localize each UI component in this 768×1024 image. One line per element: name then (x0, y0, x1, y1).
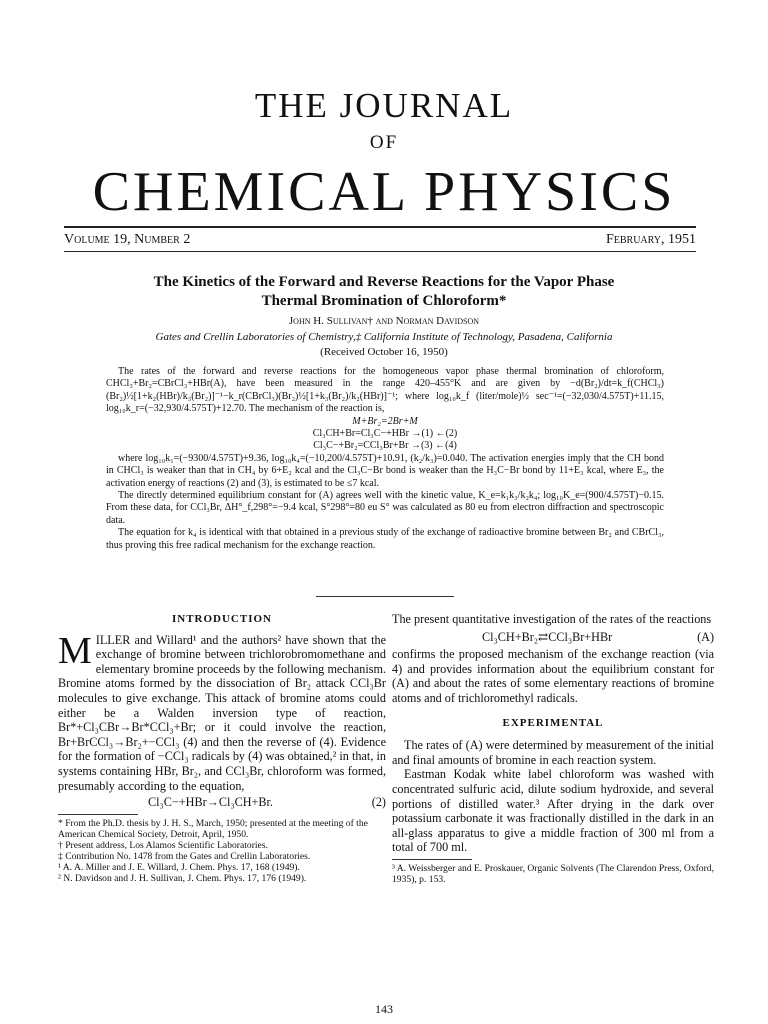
equation-A-number: (A) (697, 629, 714, 644)
article-title-line2: Thermal Bromination of Chloroform* (261, 293, 507, 309)
journal-title-line1: THE JOURNAL (254, 86, 514, 125)
intro-paragraph: ILLER and Willard¹ and the authors² have shown that the exchange of bromine between trichlorobromomethane and elementary bromine proceeds by the following mechanism. Bromine atoms formed by the dissociation of Br₂ attack CCl₃Br molecules to give exchange. This attack of bromine atoms could either be a Walden inversion type of reaction, Br*+Cl₃CBr→Br*CCl₃+Br; or it could involve the reaction, Br+BrCCl₃→Br₂+−CCl₃ (4) and then the reverse of (4). Evidence for the formation of −CCl₃ radicals by (4) was obtained,² in that, in systems containing HBr, Br₂, and CCl₃Br, chloroform was formed, presumably according to the equation, (58, 632, 386, 793)
section-heading-experimental: EXPERIMENTAL (502, 716, 604, 729)
equation-2-expression: Cl₃C−+HBr→Cl₃CH+Br. (148, 795, 273, 810)
right-paragraph: confirms the proposed mechanism of the exchange reaction (via 4) and provides information about the equilibrium constant for (A) and about the rates of some elementary reactions of bromine atoms and of trichloromethyl radicals. (392, 647, 714, 705)
mechanism-eq-2: Cl₃CH+Br=Cl₃C−+HBr →(1) ←(2) (312, 428, 458, 440)
journal-title-line2: OF (369, 132, 399, 153)
section-divider (316, 596, 454, 597)
equation-2-number: (2) (371, 795, 386, 810)
journal-title-line3: CHEMICAL PHYSICS (92, 161, 676, 223)
left-column (58, 612, 386, 884)
page-number: 143 (375, 1002, 393, 1016)
equation-A (392, 630, 714, 645)
footnote-dagger: † Present address, Los Alamos Scientific Laboratories. (58, 839, 268, 851)
volume-number: Volume 19, Number 2 (64, 232, 191, 247)
drop-cap: M (58, 629, 92, 672)
right-paragraph: The rates of (A) were determined by measurement of the initial and final amounts of bromine in each reaction system. (392, 738, 714, 767)
footnotes (58, 818, 386, 884)
abstract-paragraph: The rates of the forward and reverse reactions for the homogeneous vapor phase thermal bromination of chloroform, CHCl₃+Br₂=CBrCl₃+HBr(A), have been measured in the range 420–455°K and are given by −d(Br₂)/dt=k_f(CHCl₃)(Br₂)½[1+k₂(HBr)/k₃(Br₂)]⁻¹−k_r(CBrCl₃)(Br₂)½[1+k₃(Br₂)/k₂(HBr)]⁻¹; where log₁₀k_f (liter/mole)½ sec⁻¹=(−32,030/4.575T)+11.15, log₁₀k_r=(−32,930/4.575T)+12.70. The mechanism of the reaction is, (106, 366, 664, 415)
abstract (106, 366, 664, 552)
mechanism-eq-3: Cl₃C−+Br₂=CCl₃Br+Br →(3) ←(4) (313, 440, 457, 452)
footnote-double-dagger: ‡ Contribution No. 1478 from the Gates and Crellin Laboratories. (58, 850, 311, 862)
abstract-paragraph: The directly determined equilibrium constant for (A) agrees well with the kinetic value, K_e=k₁k₃/k₂k₄; log₁₀K_e=(900/4.575T)−0.15. From these data, for CCl₃Br, ΔH°_f,298°=−9.4 kcal, S°298°=80 eu S° was calculated as 80 eu from electron diffraction and spectroscopic data. (106, 490, 664, 526)
masthead-rule-bottom (64, 251, 696, 252)
equation-2 (58, 795, 386, 810)
article-title (90, 273, 678, 311)
footnote-2: ² N. Davidson and J. H. Sullivan, J. Chem. Phys. 17, 176 (1949). (58, 872, 307, 884)
received-date: (Received October 16, 1950) (320, 346, 448, 358)
article-title-line1: The Kinetics of the Forward and Reverse Reactions for the Vapor Phase (153, 274, 615, 290)
footnote-3: ³ A. Weissberger and E. Proskauer, Organic Solvents (The Clarendon Press, Oxford, 1935), p. 153. (392, 862, 714, 885)
right-column (392, 612, 714, 885)
issue-date: February, 1951 (605, 232, 696, 247)
article-authors: John H. Sullivan† and Norman Davidson (288, 315, 480, 327)
right-paragraph: The present quantitative investigation of the rates of the reactions (392, 612, 712, 626)
footnote-rule (392, 859, 472, 860)
mechanism-eq-1: M+Br₂=2Br+M (352, 415, 418, 427)
article-affiliation: Gates and Crellin Laboratories of Chemistry,‡ California Institute of Technology, Pasadena, California (155, 331, 613, 343)
equation-A-expression: Cl₃CH+Br₂⇄CCl₃Br+HBr (482, 629, 613, 644)
section-heading-introduction: INTRODUCTION (171, 613, 272, 625)
abstract-paragraph: where log₁₀k₁=(−9300/4.575T)+9.36, log₁₀k₄=(−10,200/4.575T)+10.91, (k₂/k₃)=0.040. The activation energies imply that the CH bond in CHCl₃ is weaker than that in CH₄ by 6+E₂ kcal and the Cl₃C−Br bond is weaker than the H₃C−Br bond by 11+E₃ kcal, where E₃, the activation energy of reactions (2) and (3), is estimated to be ≤7 kcal. (106, 452, 664, 489)
abstract-paragraph: The equation for k₄ is identical with that obtained in a previous study of the exchange of radioactive bromine between Br₂ and CBrCl₃, thus proving this free radical mechanism for the exchange reaction. (106, 527, 664, 551)
right-paragraph: Eastman Kodak white label chloroform was washed with concentrated sulfuric acid, dilute sodium hydroxide, and several portions of distilled water.³ After drying in the dark over potassium carbonate it was fractionally distilled in the dark in an all-glass apparatus to give a middle fraction of 300 ml from a total of 700 ml. (392, 767, 714, 855)
mechanism-equations (106, 416, 664, 453)
masthead-rule-top (64, 226, 696, 228)
footnote-1: ¹ A. A. Miller and J. E. Willard, J. Chem. Phys. 17, 168 (1949). (58, 861, 300, 873)
footnote-star: * From the Ph.D. thesis by J. H. S., March, 1950; presented at the meeting of the American Chemical Society, Detroit, April, 1950. (58, 817, 368, 840)
footnote-rule (58, 814, 138, 815)
